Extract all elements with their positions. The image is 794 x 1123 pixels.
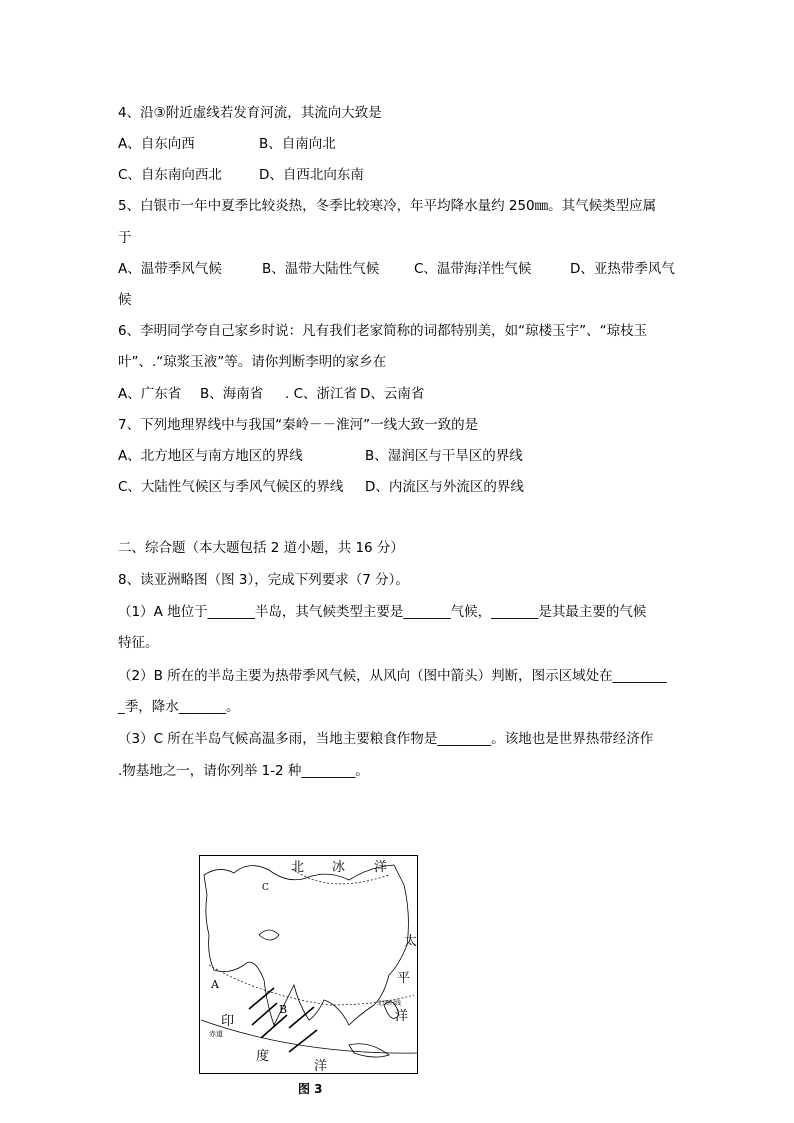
q7-stem: 7、下列地理界线中与我国“秦岭－－淮河”一线大致一致的是 [118,417,479,433]
q8-part1: （1）A 地位于_______半岛，其气候类型主要是_______气候，_______是其最主要的气候 [118,604,647,620]
svg-text:洋: 洋 [374,860,388,875]
q5-option-a: A、温带季风气候 [118,261,222,277]
svg-text:北: 北 [291,860,305,875]
q7-option-b: B、湿润区与干旱区的界线 [365,448,523,464]
q8-part3: （3）C 所在半岛气候高温多雨，当地主要粮食作物是________。该地也是世界热带经济作 [118,731,654,747]
svg-text:洋: 洋 [395,1009,409,1024]
q6-option-a: A、广东省 [118,386,182,402]
q6-option-b: B、海南省 [200,386,264,402]
q6-stem: 6、李明同学夸自己家乡时说：凡有我们老家简称的词都特别美，如“琼楼玉宇”、“琼枝玉 [118,323,648,339]
q5-option-b: B、温带大陆性气候 [262,261,380,277]
q5-option-d-cont: 候 [118,292,132,308]
svg-text:北回归线: 北回归线 [377,1000,402,1007]
section-2-title: 二、综合题（本大题包括 2 道小题，共 16 分） [118,540,404,556]
svg-text:印: 印 [221,1014,235,1029]
q7-option-c: C、大陆性气候区与季风气候区的界线 [118,479,344,495]
svg-text:冰: 冰 [332,860,346,875]
q4-option-a: A、自东向西 [118,136,195,152]
svg-text:平: 平 [397,971,411,986]
figure-caption: 图 3 [298,1082,323,1096]
svg-text:A: A [211,978,219,991]
q4-stem: 4、沿③附近虚线若发育河流，其流向大致是 [118,105,382,121]
q8-part2: （2）B 所在的半岛主要为热带季风气候，从风向（图中箭头）判断，图示区域处在________ [118,668,667,684]
q5-option-c: C、温带海洋性气候 [414,261,532,277]
q8-part2-cont: _季，降水_______。 [118,699,240,715]
svg-text:B: B [279,1003,288,1016]
q6-option-c: . C、浙江省 [285,386,358,402]
q6-stem-cont: 叶”、.“琼浆玉液”等。请你判断李明的家乡在 [118,354,387,370]
q5-option-d: D、亚热带季风气 [570,261,675,277]
svg-text:度: 度 [256,1049,270,1064]
q4-option-b: B、自南向北 [259,136,336,152]
q8-part1-cont: 特征。 [118,635,159,651]
q7-option-d: D、内流区与外流区的界线 [365,479,524,495]
q6-option-d: D、云南省 [360,386,425,402]
q5-stem-cont: 于 [118,230,132,246]
q5-stem: 5、白银市一年中夏季比较炎热，冬季比较寒冷，年平均降水量约 250㎜。其气候类型应属 [118,198,657,214]
q7-option-a: A、北方地区与南方地区的界线 [118,448,303,464]
q4-option-d: D、自西北向东南 [259,167,364,183]
svg-text:赤道: 赤道 [209,1030,223,1038]
svg-text:洋: 洋 [314,1059,328,1074]
q8-part3-cont: .物基地之一，请你列举 1-2 种________。 [118,763,369,779]
q8-stem: 8、读亚洲略图（图 3），完成下列要求（7 分）。 [118,572,409,588]
svg-text:太: 太 [404,934,418,949]
svg-text:C: C [262,883,269,893]
asia-map-figure [199,855,418,1074]
q4-option-c: C、自东南向西北 [118,167,222,183]
